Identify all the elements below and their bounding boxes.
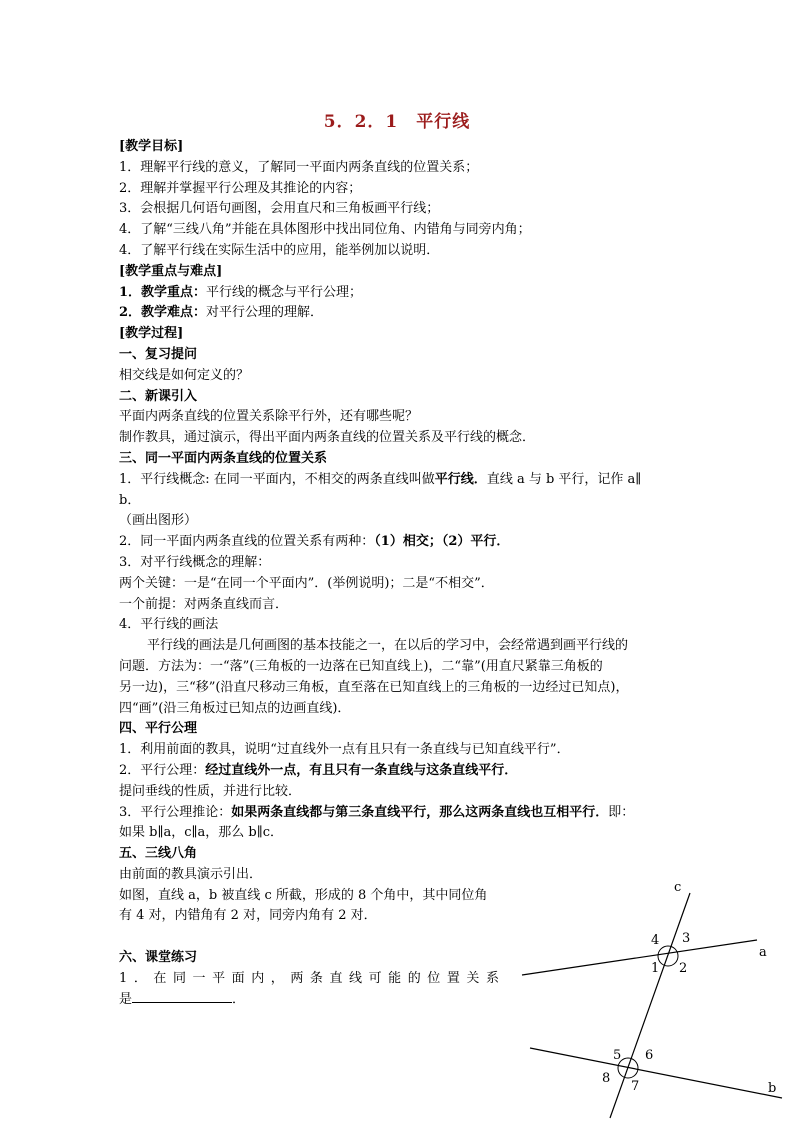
angle-label-1: 1	[651, 961, 660, 976]
text-run: 是	[119, 991, 133, 1007]
text-run-bold: （1）相交；（2）平行．	[374, 534, 510, 550]
line-b	[530, 1048, 782, 1098]
angle-label-6: 6	[645, 1048, 654, 1063]
key-focus-text: 平行线的概念与平行公理；	[206, 284, 363, 300]
goal-item: 1．理解平行线的意义，了解同一平面内两条直线的位置关系；	[119, 159, 479, 175]
goal-item: 4．了解“三线八角”并能在具体图形中找出同位角、内错角与同旁内角；	[119, 222, 531, 238]
section-3-paragraph: 另一边)，三“移”(沿直尺移动三角板，直至落在已知直线上的三角板的一边经过已知点)，	[119, 679, 629, 695]
angle-label-3: 3	[682, 931, 691, 946]
angle-label-5: 5	[613, 1048, 622, 1063]
axiom-corollary: 如果两条直线都与第三条直线平行，那么这两条直线也互相平行．	[231, 804, 609, 820]
angle-label-7: 7	[631, 1079, 640, 1094]
text-run: 2．平行公理：	[119, 762, 206, 778]
label-line-c: c	[674, 880, 682, 895]
goal-item: 4．了解平行线在实际生活中的应用，能举例加以说明．	[119, 242, 440, 258]
key-focus-label: 1．教学重点：	[119, 284, 207, 300]
section-1-text: 相交线是如何定义的？	[119, 367, 250, 383]
line-a	[522, 940, 757, 975]
goal-item: 2．理解并掌握平行公理及其推论的内容；	[119, 180, 362, 196]
section-5-line: 如图，直线 a，b 被直线 c 所截，形成的 8 个角中，其中同位角	[119, 887, 488, 903]
section-3-item-3: 3．对平行线概念的理解：	[119, 554, 271, 570]
text-run: 3．平行公理推论：	[119, 804, 232, 820]
section-3-title: 三、同一平面内两条直线的位置关系	[119, 450, 328, 466]
text-run: 2．同一平面内两条直线的位置关系有两种：	[119, 534, 375, 550]
goals-heading: [教学目标]	[119, 139, 184, 154]
text-run: 直线 a 与 b 平行，记作 a∥	[486, 471, 642, 487]
line-c	[610, 893, 690, 1118]
parallel-axiom: 经过直线外一点，有且只有一条直线与这条直线平行．	[205, 762, 518, 778]
section-3-paragraph: 四“画”(沿三角板过已知点的边画直线)．	[119, 700, 351, 716]
section-4-title: 四、平行公理	[119, 721, 198, 737]
section-3-item-3b: 一个前提：对两条直线而言．	[119, 596, 289, 612]
section-5-title: 五、三线八角	[119, 846, 198, 862]
process-heading: [教学过程]	[119, 326, 184, 342]
text-run: ．	[232, 991, 246, 1007]
text-run: 1．平行线概念: 在同一平面内，不相交的两条直线叫做	[119, 471, 435, 487]
key-difficulty-text: 对平行公理的理解．	[206, 305, 324, 321]
section-3-item-1-cont: b．	[119, 492, 141, 508]
section-3-draw-note: （画出图形）	[119, 513, 198, 529]
label-line-b: b	[768, 1081, 777, 1096]
section-5-line: 由前面的教具演示引出．	[119, 866, 263, 882]
section-3-paragraph: 问题．方法为：一“落”(三角板的一边落在已知直线上)，二“靠”(用直尺紧靠三角板的	[119, 658, 603, 674]
exercise-1: 1．在同一平面内，两条直线可能的位置关系	[119, 970, 499, 986]
key-difficulty-label: 2．教学难点：	[119, 305, 207, 321]
angle-label-8: 8	[602, 1071, 611, 1086]
angle-label-2: 2	[679, 961, 688, 976]
section-4-example: 如果 b∥a，c∥a，那么 b∥c．	[119, 825, 283, 841]
section-3-paragraph: 平行线的画法是几何画图的基本技能之一，在以后的学习中，会经常遇到画平行线的	[147, 638, 629, 654]
section-2-line: 制作教具，通过演示，得出平面内两条直线的位置关系及平行线的概念．	[119, 430, 536, 446]
section-3-item-3a: 两个关键：一是“在同一个平面内”．(举例说明)；二是“不相交”．	[119, 575, 494, 591]
section-1-title: 一、复习提问	[119, 346, 198, 362]
angle-label-4: 4	[651, 933, 660, 948]
key-heading: [教学重点与难点]	[119, 263, 223, 279]
section-5-line: 有 4 对，内错角有 2 对，同旁内角有 2 对．	[119, 908, 377, 924]
section-3-item-4: 4．平行线的画法	[119, 617, 219, 633]
section-4-item-1: 1．利用前面的教具，说明“过直线外一点有且只有一条直线与已知直线平行”．	[119, 742, 570, 758]
term-parallel: 平行线．	[434, 471, 487, 487]
section-2-line: 平面内两条直线的位置关系除平行外，还有哪些呢？	[119, 409, 419, 425]
section-4-note: 提问垂线的性质，并进行比较．	[119, 783, 302, 799]
section-6-title: 六、课堂练习	[119, 950, 198, 966]
text-run: 即：	[608, 804, 635, 820]
goal-item: 3．会根据几何语句画图，会用直尺和三角板画平行线；	[119, 201, 440, 217]
page-title: 5．2．1 平行线	[323, 112, 471, 132]
section-2-title: 二、新课引入	[119, 388, 198, 404]
label-line-a: a	[759, 945, 767, 960]
